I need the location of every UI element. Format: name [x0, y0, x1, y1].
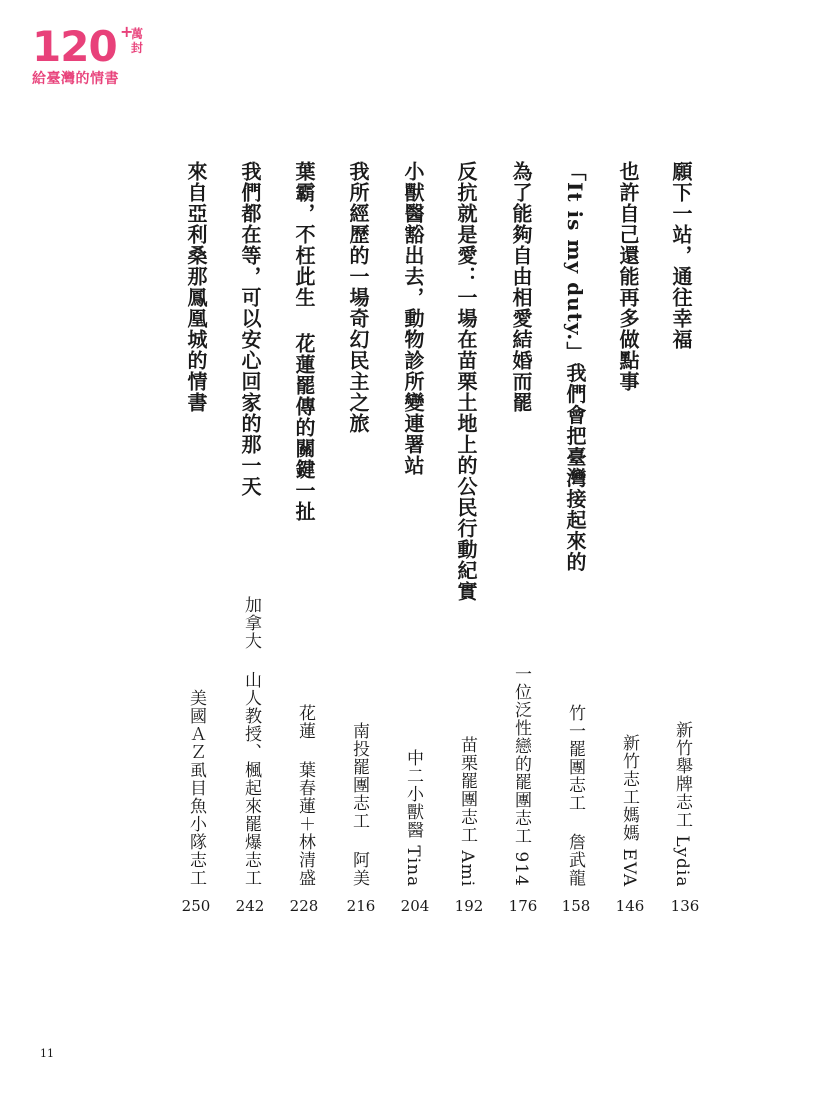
toc-author: 花蓮 葉春蓮＋林清盛 — [295, 704, 315, 887]
toc-author: 苗栗罷團志工 Ami — [457, 735, 477, 887]
toc-title: 也許自己還能再多做點事 — [616, 161, 640, 392]
toc-author: 美國ＡＺ虱目魚小隊志工 — [186, 689, 206, 887]
toc-author: 南投罷團志工 阿美 — [349, 722, 369, 887]
toc-page-number: 136 — [670, 897, 700, 915]
toc-author: 竹一罷團志工 詹武龍 — [565, 704, 585, 887]
toc-title: 我所經歷的一場奇幻民主之旅 — [346, 161, 370, 434]
toc-author: 新竹舉牌志工 Lydia — [672, 720, 692, 887]
toc-author: 一位泛性戀的罷團志工 914 — [511, 665, 531, 887]
logo-plus: + — [120, 22, 134, 41]
toc-title: 來自亞利桑那鳳凰城的情書 — [184, 161, 208, 413]
page-number: 11 — [40, 1047, 54, 1060]
toc-title: 反抗就是愛：一場在苗栗土地上的公民行動紀實 — [454, 161, 478, 602]
toc-page-number: 192 — [454, 897, 484, 915]
toc-author: 中二小獸醫 Tina — [403, 748, 423, 887]
toc-title: 為了能夠自由相愛結婚而罷 — [509, 161, 533, 413]
toc-title: 願下一站，通往幸福 — [669, 161, 693, 350]
toc-page-number: 216 — [346, 897, 376, 915]
toc-title: 小獸醫豁出去，動物診所變連署站 — [401, 161, 425, 476]
logo-number: 120 — [32, 22, 117, 71]
toc-author: 加拿大 山人教授、楓起來罷爆志工 — [241, 596, 261, 887]
toc-page-number: 228 — [289, 897, 319, 915]
toc-author: 新竹志工媽媽 EVA — [619, 733, 639, 887]
toc-page-number: 242 — [235, 897, 265, 915]
toc-title: 「It is my duty.」我們會把臺灣接起來的 — [563, 161, 587, 573]
toc-page-number: 250 — [181, 897, 211, 915]
toc-page-number: 146 — [615, 897, 645, 915]
toc-page-number: 158 — [561, 897, 591, 915]
toc-page-number: 176 — [508, 897, 538, 915]
logo-unit: 萬封 — [131, 27, 144, 55]
toc-page-number: 204 — [400, 897, 430, 915]
toc-title: 我們都在等，可以安心回家的那一天 — [238, 161, 262, 497]
logo-subtitle: 給臺灣的情書 — [32, 71, 119, 87]
book-logo — [32, 22, 142, 92]
toc-title: 葉霸，不枉此生 花蓮罷傳的關鍵一扯 — [292, 161, 316, 522]
